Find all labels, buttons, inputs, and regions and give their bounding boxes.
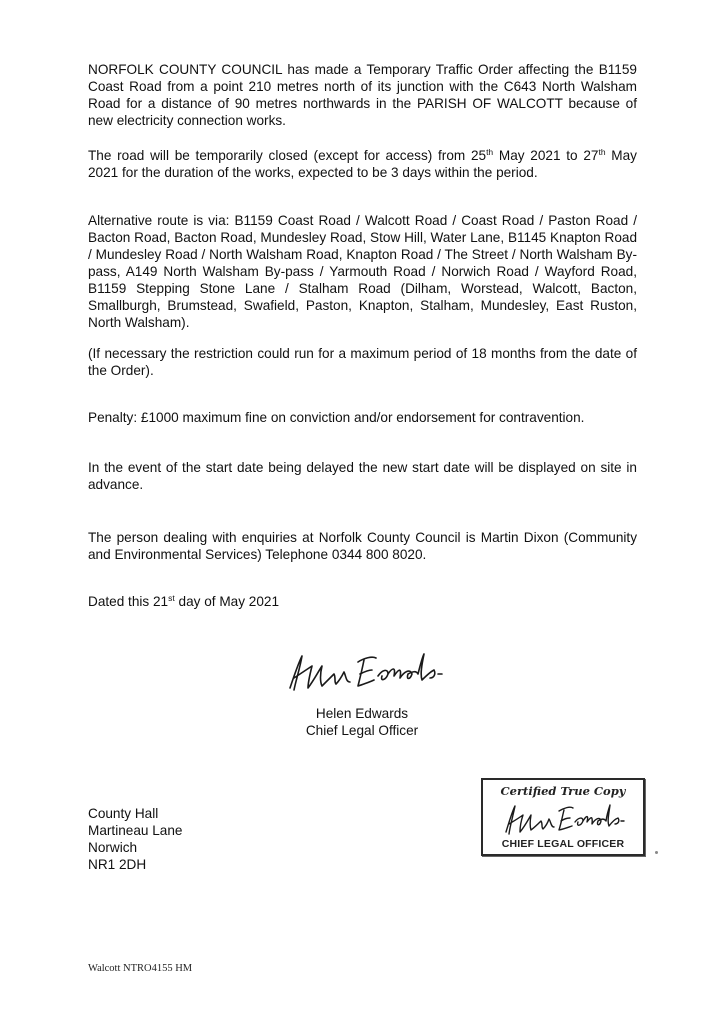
- address-line: Norwich: [88, 840, 138, 855]
- closure-dates-part1: The road will be temporarily closed (except for access) from 25: [88, 148, 487, 163]
- council-address: [88, 805, 182, 873]
- penalty-statement: Penalty: £1000 maximum fine on conviction and/or endorsement for contravention.: [88, 410, 585, 425]
- enquiries-contact: The person dealing with enquiries at Norfolk County Council is Martin Dixon (Community and Environmental Services) Telephone 0344 800 8020.: [88, 530, 637, 562]
- dated-day-suffix: st: [168, 593, 175, 603]
- start-date-delay-note: In the event of the start date being delayed the new start date will be displayed on site in advance.: [88, 460, 637, 492]
- stamp-signature: [501, 800, 629, 836]
- maximum-period-note: (If necessary the restriction could run for a maximum period of 18 months from the date of the Order).: [88, 346, 637, 378]
- alternative-route: Alternative route is via: B1159 Coast Road / Walcott Road / Coast Road / Paston Road / Bacton Road, Bacton Road, Mundesley Road, Stow Hill, Water Lane, B1145 Knapton Road / Mundesley Road / North Walsham Road, Knapton Road / The Street / North Walsham By-pass, A149 North Walsham By-pass / Yarmouth Road / Norwich Road / Wayford Road, B1159 Stepping Stone Lane / Stalham Road (Dilham, Worstead, Walcott, Bacton, Smallburgh, Brumstead, Swafield, Paston, Knapton, Stalham, Mundesley, East Ruston, North Walsham).: [88, 213, 637, 330]
- address-line: County Hall: [88, 806, 159, 821]
- dated-part1: Dated this 21: [88, 594, 169, 609]
- stamp-footer: CHIEF LEGAL OFFICER: [501, 838, 625, 850]
- handwritten-signature: [284, 648, 450, 694]
- signatory-title: Chief Legal Officer: [305, 723, 419, 738]
- address-line: Martineau Lane: [88, 823, 183, 838]
- dated-part2: day of May 2021: [174, 594, 280, 609]
- signatory-block: [282, 705, 442, 739]
- closure-start-suffix: th: [486, 147, 494, 157]
- address-line: NR1 2DH: [88, 857, 147, 872]
- certified-copy-stamp: [481, 778, 645, 856]
- stamp-title: Certified True Copy: [500, 784, 626, 798]
- dated-line: [88, 593, 637, 610]
- closure-dates-part3: May 2021 for the duration of the works, expected to be 3 days within the period.: [88, 148, 637, 180]
- signatory-name: Helen Edwards: [315, 706, 409, 721]
- document-reference: Walcott NTRO4155 HM: [88, 963, 193, 974]
- closure-end-suffix: th: [598, 147, 606, 157]
- closure-dates-part2: May 2021 to 27: [493, 148, 599, 163]
- closure-dates: [88, 147, 637, 181]
- stray-mark: [655, 851, 658, 854]
- order-description: NORFOLK COUNTY COUNCIL has made a Temporary Traffic Order affecting the B1159 Coast Road from a point 210 metres north of its junction with the C643 North Walsham Road for a distance of 90 metres northwards in the PARISH OF WALCOTT because of new electricity connection works.: [88, 62, 637, 128]
